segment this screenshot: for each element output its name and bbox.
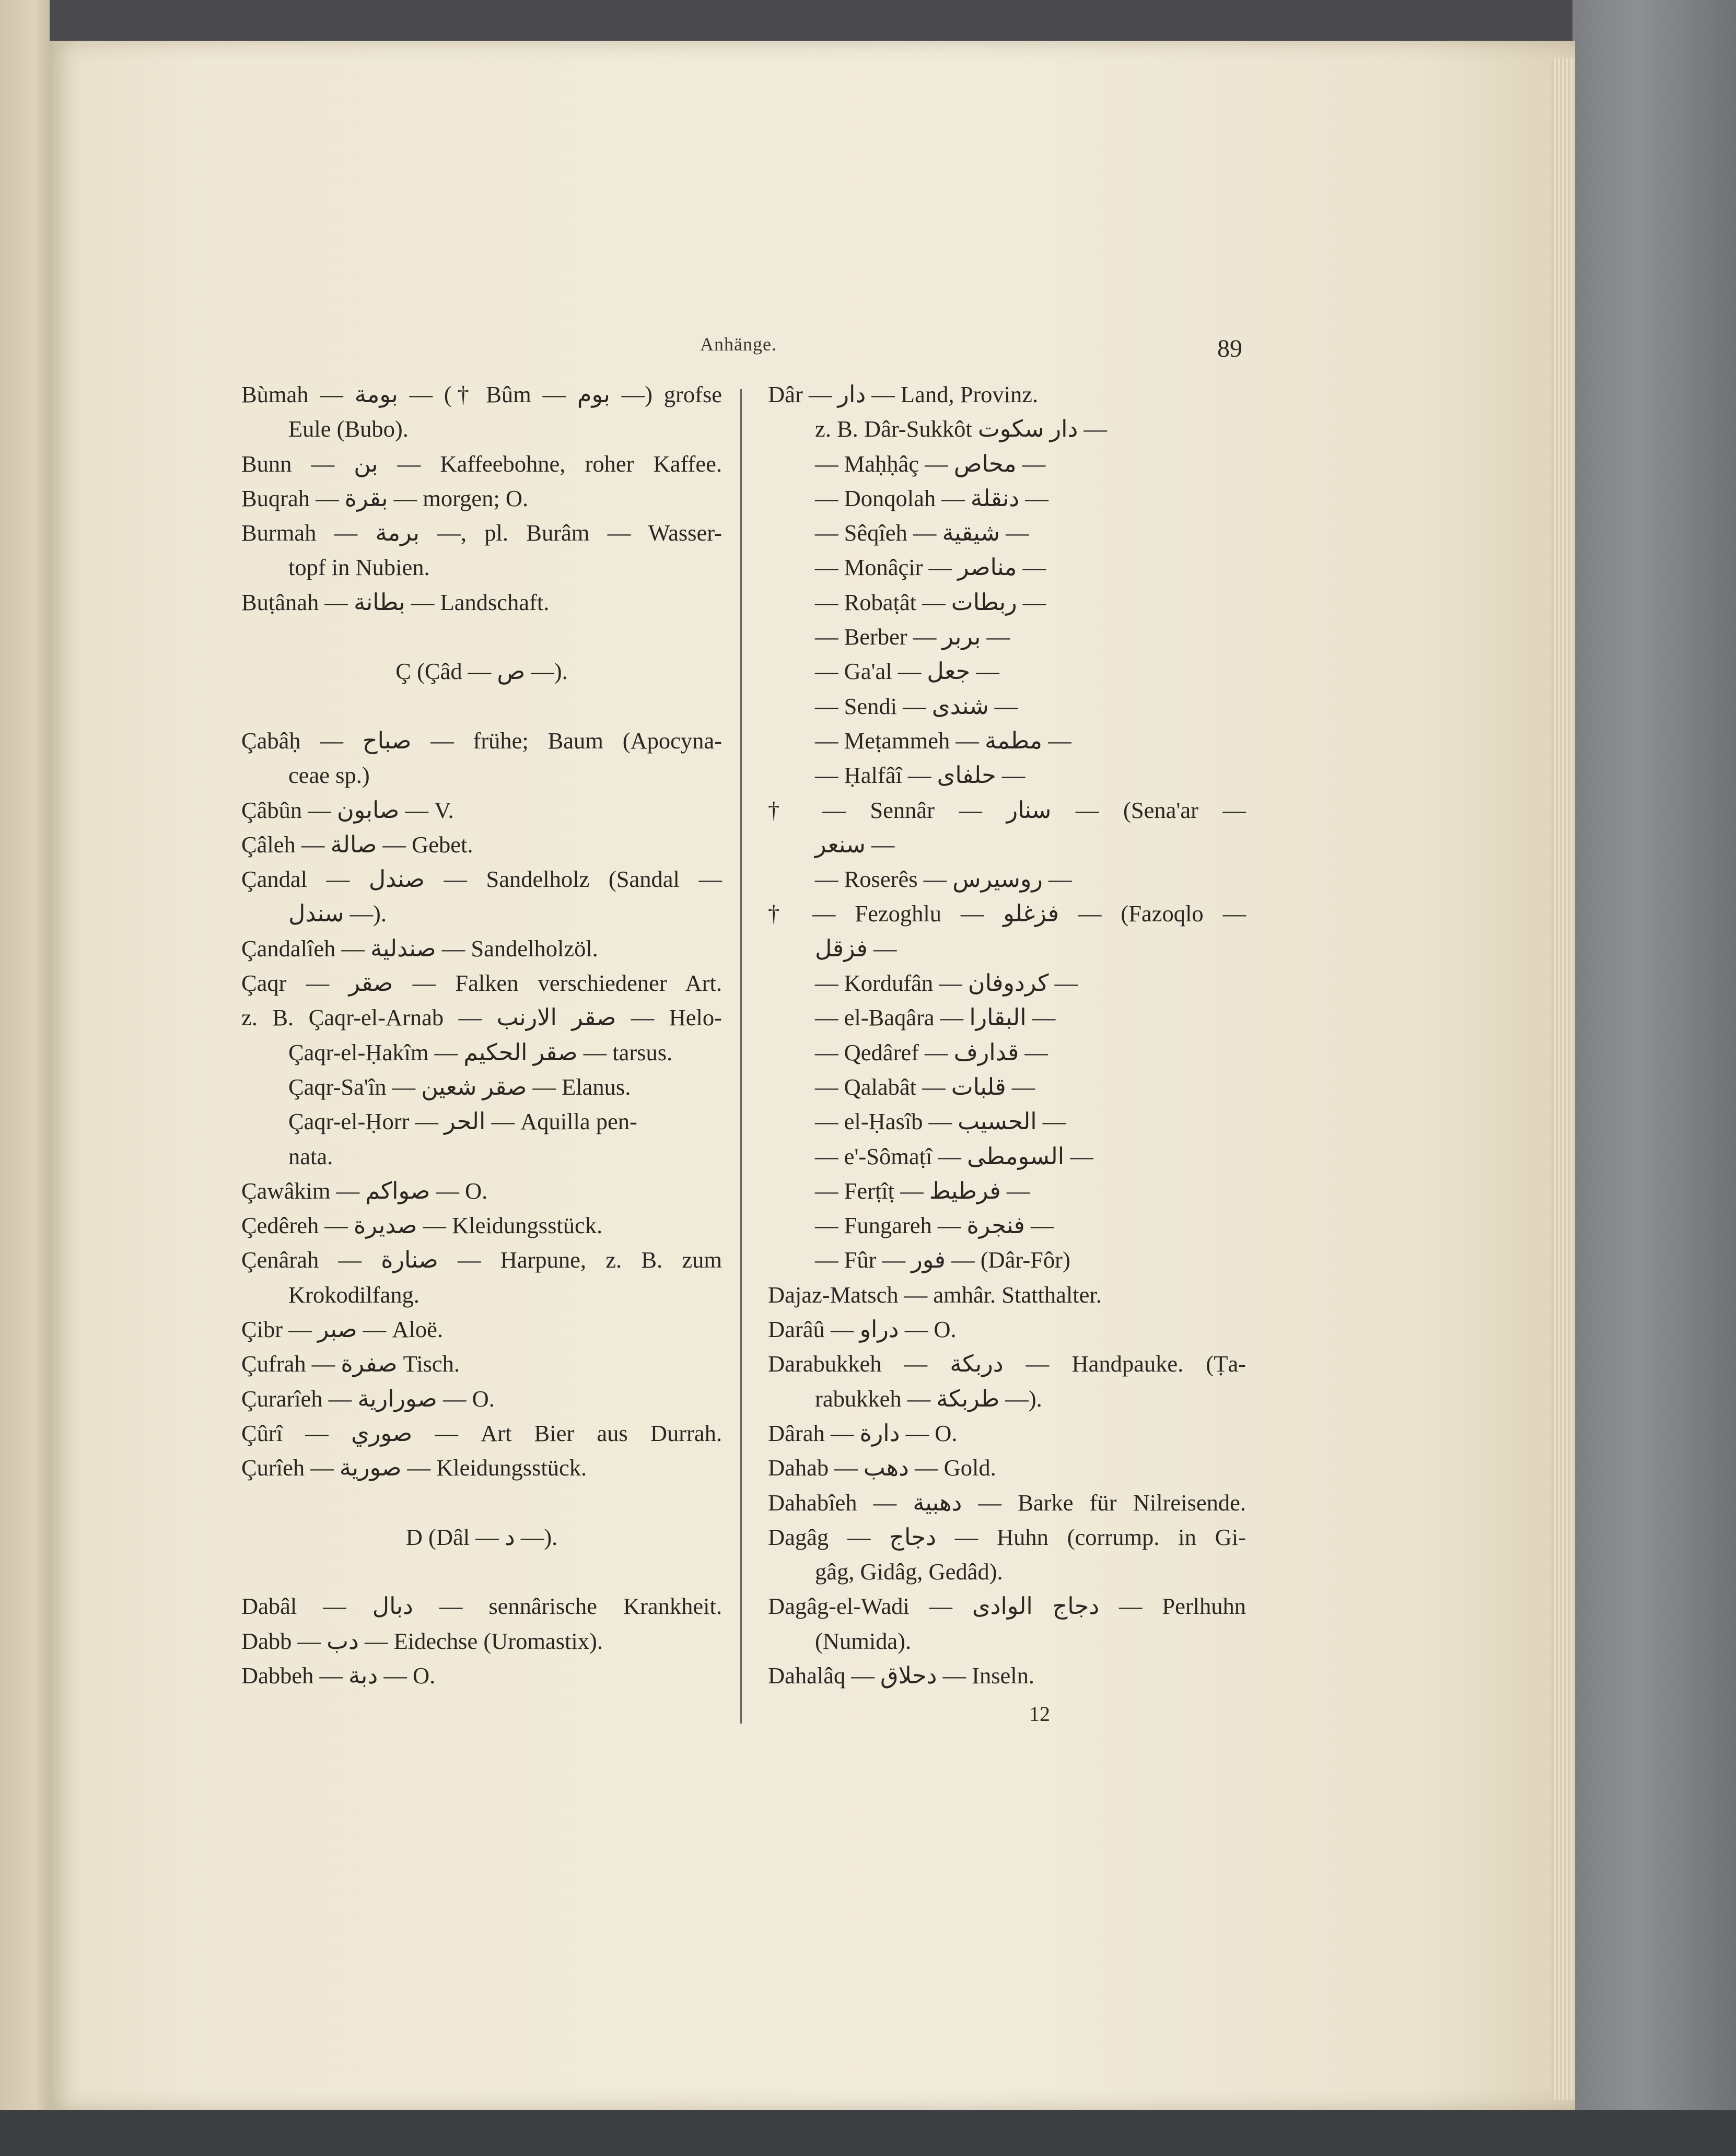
book-cover-edge: [1572, 0, 1736, 2156]
entry-line: — Berber — بربر —: [815, 624, 1010, 650]
entry-line: Dagâg — دجاج — Huhn (corrump. in Gi-: [768, 1524, 1246, 1550]
entry-line: Çûrî — صوري — Art Bier aus Durrah.: [241, 1420, 722, 1446]
spacer: [241, 689, 722, 723]
entry-line: Bunn — بن — Kaffeebohne, roher Kaffee.: [241, 450, 722, 477]
entry-line: — Meṭammeh — مطمة —: [815, 727, 1071, 754]
entry-line: rabukkeh — طربكة —).: [815, 1385, 1042, 1412]
entry-line: — Kordufân — كردوفان —: [815, 970, 1078, 997]
entry-line: Dajaz-Matsch — amhâr. Statthalter.: [768, 1281, 1102, 1308]
entry-line: Dahabîeh — دهبية — Barke für Nilreisende.: [768, 1489, 1246, 1516]
entry-line: — Monâçir — مناصر —: [815, 554, 1046, 581]
entry-line: Çâleh — صالة — Gebet.: [241, 831, 473, 858]
page-stack-edge: [1552, 57, 1575, 2100]
entry-line: Dagâg-el-Wadi — دجاج الوادى — Perlhuhn: [768, 1593, 1246, 1620]
entry-line: Buqrah — بقرة — morgen; O.: [241, 485, 529, 511]
entry-line: Çâbûn — صابون — V.: [241, 796, 454, 823]
entry-line: — Donqolah — دنقلة —: [815, 485, 1048, 511]
entry-line: Bùmah — بومة — († Bûm — بوم —) grofse: [241, 381, 723, 407]
entry-line: — e'-Sômaṭî — السومطى —: [815, 1143, 1093, 1169]
previous-page-edge: [0, 0, 50, 2120]
entry-line: Eule (Bubo).: [288, 416, 409, 442]
entry-line: Darâû — دراو — O.: [768, 1316, 957, 1343]
entry-line: topf in Nubien.: [288, 554, 430, 581]
entry-line: — el-Baqâra — البقارا —: [815, 1004, 1056, 1031]
right-column: [768, 377, 1246, 1693]
entry-line: gâg, Gidâg, Gedâd).: [815, 1559, 1003, 1585]
entry-line: Dabb — دب — Eidechse (Uromastix).: [241, 1627, 603, 1654]
entry-line: — Fungareh — فنجرة —: [815, 1212, 1054, 1239]
entry-line: z. B. Çaqr-el-Arnab — صقر الارنب — Helo-: [241, 1004, 722, 1031]
entry-line: Dabâl — دبال — sennârische Krankheit.: [241, 1593, 722, 1620]
entry-line: — Ḥalfâî — حلفاى —: [815, 762, 1026, 789]
entry-line: Dahab — دهب — Gold.: [768, 1455, 996, 1481]
entry-line: ceae sp.): [288, 762, 370, 789]
background-surface: [0, 2110, 1736, 2156]
section-heading: D (Dâl — د —).: [405, 1524, 558, 1550]
entry-line: Çaqr-Sa'în — صقر شعين — Elanus.: [288, 1073, 631, 1100]
entry-line: — Qedâref — قدارف —: [815, 1039, 1048, 1065]
entry-line: Çurarîeh — صورارية — O.: [241, 1385, 495, 1412]
entry-line: † — Fezoghlu — فزغلو — (Fazoqlo —: [768, 900, 1246, 927]
entry-line: nata.: [288, 1143, 333, 1169]
page-number: 89: [1217, 335, 1242, 362]
entry-line: Dahalâq — دحلاق — Inseln.: [768, 1662, 1035, 1689]
entry-line: — Ga'al — جعل —: [815, 658, 999, 685]
entry-line: Çawâkim — صواكم — O.: [241, 1177, 488, 1204]
entry-line: Dârah — دارة — O.: [768, 1420, 958, 1446]
left-column: [241, 377, 722, 1693]
signature-mark: 12: [1029, 1702, 1050, 1726]
section-heading: Ç (Çâd — ص —).: [395, 658, 568, 685]
entry-line: — Sêqîeh — شيقية —: [815, 520, 1029, 546]
entry-line: — Qalabât — قلبات —: [815, 1073, 1035, 1100]
entry-line: Buṭânah — بطانة — Landschaft.: [241, 589, 550, 615]
column-divider: [740, 389, 742, 1724]
entry-line: — el-Ḥasîb — الحسيب —: [815, 1108, 1066, 1135]
entry-line: فزقل —: [815, 935, 897, 962]
entry-line: Çabâḥ — صباح — frühe; Baum (Apocyna-: [241, 727, 723, 754]
entry-line: Çaqr-el-Ḥakîm — صقر الحكيم — tarsus.: [288, 1039, 673, 1065]
entry-line: — Robaṭât — ربطات —: [815, 589, 1046, 615]
entry-line: Çibr — صبر — Aloë.: [241, 1316, 444, 1343]
entry-line: — Roserês — روسيرس —: [815, 866, 1072, 893]
entry-line: Çandalîeh — صندلية — Sandelholzöl.: [241, 935, 598, 962]
entry-line: — Sendi — شندى —: [815, 693, 1018, 719]
entry-line: Krokodilfang.: [288, 1281, 420, 1308]
spacer: [241, 1554, 722, 1589]
entry-line: سنعر —: [815, 831, 895, 858]
entry-line: Çedêreh — صديرة — Kleidungsstück.: [241, 1212, 603, 1239]
entry-line: Burmah — برمة —, pl. Burâm — Wasser-: [241, 520, 722, 546]
entry-line: — Maḥḥâç — محاص —: [815, 450, 1046, 477]
entry-line: Çenârah — صنارة — Harpune, z. B. zum: [241, 1247, 722, 1273]
entry-line: z. B. Dâr-Sukkôt دار سكوت —: [815, 416, 1107, 442]
entry-line: Dabbeh — دبة — O.: [241, 1662, 436, 1689]
entry-line: Çurîeh — صورية — Kleidungsstück.: [241, 1455, 587, 1481]
running-head: Anhänge.: [700, 334, 777, 355]
entry-line: (Numida).: [815, 1627, 912, 1654]
entry-line: Çufrah — صفرة Tisch.: [241, 1351, 460, 1377]
entry-line: Çandal — صندل — Sandelholz (Sandal —: [241, 866, 722, 893]
entry-line: Çaqr-el-Ḥorr — الحر — Aquilla pen-: [288, 1108, 637, 1135]
entry-line: Çaqr — صقر — Falken verschiedener Art.: [241, 970, 722, 997]
entry-line: سندل —).: [288, 900, 387, 927]
entry-line: Dâr — دار — Land, Provinz.: [768, 381, 1039, 407]
entry-line: † — Sennâr — سنار — (Sena'ar —: [768, 796, 1246, 823]
entry-line: — Fûr — فور — (Dâr-Fôr): [815, 1247, 1070, 1273]
spacer: [241, 619, 722, 654]
entry-line: — Ferṭîṭ — فرطيط —: [815, 1177, 1030, 1204]
entry-line: Darabukkeh — دربكة — Handpauke. (Ṭa-: [768, 1351, 1246, 1377]
spacer: [241, 1485, 722, 1520]
